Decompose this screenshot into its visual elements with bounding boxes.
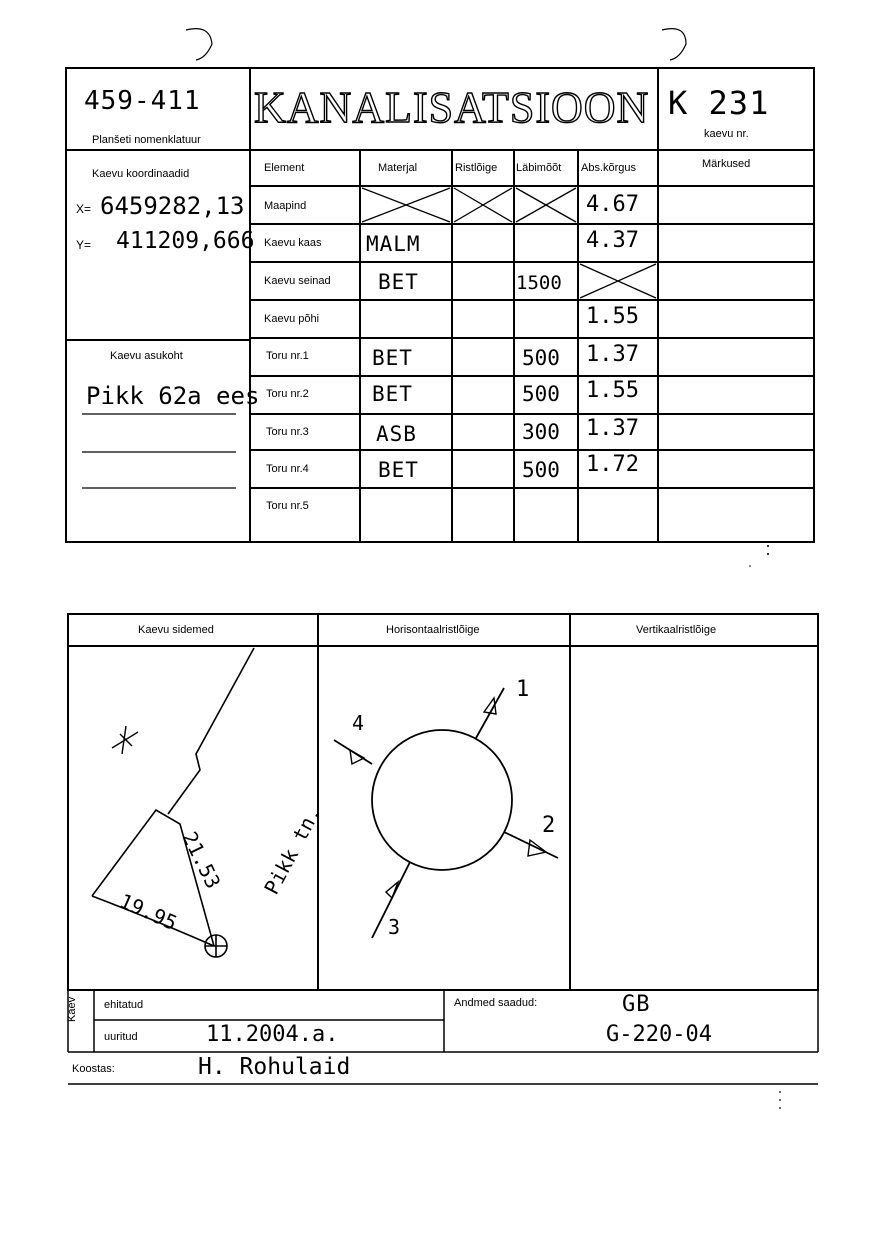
column-title-ties: Kaevu sidemed bbox=[138, 624, 214, 636]
pipe-label-1: 1 bbox=[516, 677, 530, 702]
row-diameter: 300 bbox=[522, 420, 560, 444]
row-abs-height: 1.55 bbox=[586, 378, 639, 403]
row-diameter: 1500 bbox=[516, 272, 562, 294]
nomenclature-value: 459-411 bbox=[84, 86, 201, 116]
location-label: Kaevu asukoht bbox=[110, 350, 183, 362]
header-material: Materjal bbox=[378, 162, 418, 174]
cross-section-diagram bbox=[334, 688, 558, 938]
header-diameter: Läbimõõt bbox=[516, 162, 562, 174]
row-material: BET bbox=[372, 346, 413, 370]
header-notes: Märkused bbox=[702, 158, 751, 170]
coord-y-prefix: Y= bbox=[76, 238, 92, 252]
header-abs-height: Abs.kõrgus bbox=[581, 162, 637, 174]
data-source-value-2: G-220-04 bbox=[606, 1022, 712, 1047]
pipe-label-2: 2 bbox=[542, 813, 556, 838]
row-element-label: Toru nr.5 bbox=[266, 500, 309, 512]
coordinates-label: Kaevu koordinaadid bbox=[92, 168, 190, 180]
row-abs-height: 1.55 bbox=[586, 304, 639, 329]
row-element-label: Toru nr.4 bbox=[266, 463, 309, 475]
scan-specks-bottom bbox=[770, 1086, 790, 1116]
compiled-label: Koostas: bbox=[72, 1063, 115, 1075]
row-element-label: Toru nr.3 bbox=[266, 426, 309, 438]
surveyed-label: uuritud bbox=[104, 1031, 138, 1043]
nomenclature-label: Planšeti nomenklatuur bbox=[92, 134, 201, 146]
coord-x-value: 6459282,13 bbox=[100, 192, 245, 220]
pipe-arrows bbox=[350, 698, 546, 898]
row-material: BET bbox=[378, 270, 419, 294]
row-element-label: Maapind bbox=[264, 200, 307, 212]
row-abs-height: 1.37 bbox=[586, 416, 639, 441]
row-element-label: Toru nr.2 bbox=[266, 388, 309, 400]
row-material: MALM bbox=[366, 232, 421, 256]
coord-y-value: 411209,666 bbox=[116, 228, 255, 254]
data-source-value-1: GB bbox=[622, 992, 651, 1017]
surveyed-value: 11.2004.a. bbox=[206, 1022, 339, 1047]
street-label: Pikk tn. bbox=[259, 802, 326, 899]
row-abs-height: 4.67 bbox=[586, 192, 639, 217]
row-material: ASB bbox=[376, 422, 417, 446]
lower-panel-grid bbox=[0, 600, 874, 1100]
footer-side-label: Kaev bbox=[66, 996, 78, 1022]
row-element-label: Kaevu kaas bbox=[264, 237, 322, 249]
page-title: KANALISATSIOON bbox=[254, 83, 650, 132]
location-value: Pikk 62a ees bbox=[86, 382, 260, 410]
row-abs-height: 1.37 bbox=[586, 342, 639, 367]
row-material: BET bbox=[372, 382, 413, 406]
row-diameter: 500 bbox=[522, 458, 560, 482]
built-label: ehitatud bbox=[104, 999, 144, 1011]
row-element-label: Toru nr.1 bbox=[266, 350, 309, 362]
column-title-horizontal: Horisontaalristlõige bbox=[386, 624, 480, 636]
well-number: K 231 bbox=[668, 84, 770, 122]
column-title-vertical: Vertikaalristlõige bbox=[636, 624, 717, 636]
row-material: BET bbox=[378, 458, 419, 482]
header-cross-section: Ristlõige bbox=[455, 162, 498, 174]
row-diameter: 500 bbox=[522, 382, 560, 406]
compiled-value: H. Rohulaid bbox=[198, 1054, 351, 1080]
well-number-label: kaevu nr. bbox=[704, 128, 749, 140]
tie-distance-b: 19.95 bbox=[115, 888, 181, 936]
tie-distance-a: 21.53 bbox=[177, 827, 226, 893]
data-source-label: Andmed saadud: bbox=[454, 997, 538, 1009]
row-abs-height: 1.72 bbox=[586, 452, 639, 477]
scan-specks bbox=[740, 540, 780, 580]
coord-x-prefix: X= bbox=[76, 202, 92, 216]
row-element-label: Kaevu seinad bbox=[264, 275, 331, 287]
pipe-label-4: 4 bbox=[352, 711, 365, 735]
pipe-label-3: 3 bbox=[388, 915, 401, 939]
header-element: Element bbox=[264, 162, 305, 174]
row-diameter: 500 bbox=[522, 346, 560, 370]
row-element-label: Kaevu põhi bbox=[264, 313, 320, 325]
row-abs-height: 4.37 bbox=[586, 228, 639, 253]
